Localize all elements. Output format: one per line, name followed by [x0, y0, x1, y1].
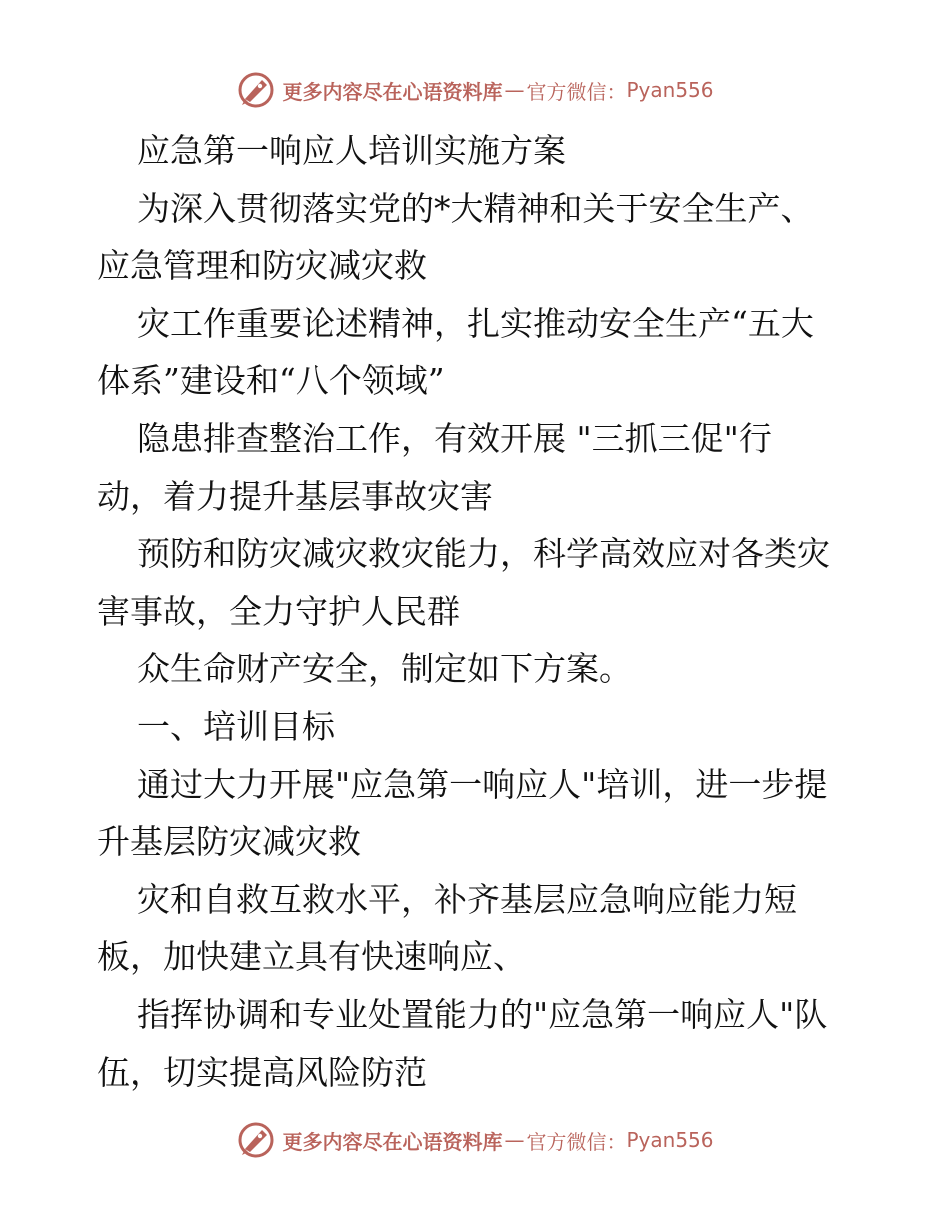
pen-nib-circle-icon: [236, 1120, 276, 1160]
watermark-separator: —: [504, 78, 525, 102]
paragraph-line: 应急管理和防灾减灾救: [97, 246, 427, 286]
paragraph-line: 灾工作重要论述精神，扎实推动安全生产“五大: [137, 303, 814, 343]
paragraph-line: 指挥协调和专业处置能力的"应急第一响应人"队: [137, 994, 828, 1034]
watermark-wechat-label: 官方微信：: [526, 1129, 627, 1154]
watermark-brand: 更多内容尽在心语资料库: [282, 79, 503, 104]
paragraph-line: 动，着力提升基层事故灾害: [97, 476, 493, 516]
paragraph-line: 板，加快建立具有快速响应、: [97, 937, 526, 977]
header-watermark: [0, 68, 950, 112]
paragraph-line: 害事故，全力守护人民群: [97, 591, 460, 631]
paragraph-line: 通过大力开展"应急第一响应人"培训，进一步提: [137, 764, 828, 804]
paragraph-line: 升基层防灾减灾救: [97, 822, 361, 862]
section-heading: 一、培训目标: [137, 706, 335, 746]
paragraph-line: 体系”建设和“八个领域”: [97, 361, 445, 401]
paragraph-line: 灾和自救互救水平，补齐基层应急响应能力短: [137, 879, 797, 919]
footer-watermark: [0, 1118, 950, 1162]
watermark-separator: —: [504, 1128, 525, 1152]
paragraph-line: 众生命财产安全，制定如下方案。: [137, 649, 632, 689]
paragraph-line: 为深入贯彻落实党的*大精神和关于安全生产、: [137, 188, 814, 228]
watermark-wechat-id: Pyan556: [626, 78, 714, 102]
watermark-brand: 更多内容尽在心语资料库: [282, 1129, 503, 1154]
watermark-wechat-id: Pyan556: [626, 1128, 714, 1152]
pen-nib-circle-icon: [236, 70, 276, 110]
watermark-wechat-label: 官方微信：: [526, 79, 627, 104]
paragraph-line: 隐患排查整治工作，有效开展 "三抓三促"行: [137, 418, 772, 458]
paragraph-line: 预防和防灾减灾救灾能力，科学高效应对各类灾: [137, 534, 830, 574]
paragraph-line: 伍，切实提高风险防范: [97, 1052, 427, 1092]
document-title: 应急第一响应人培训实施方案: [137, 131, 566, 170]
document-body: [97, 122, 857, 1101]
